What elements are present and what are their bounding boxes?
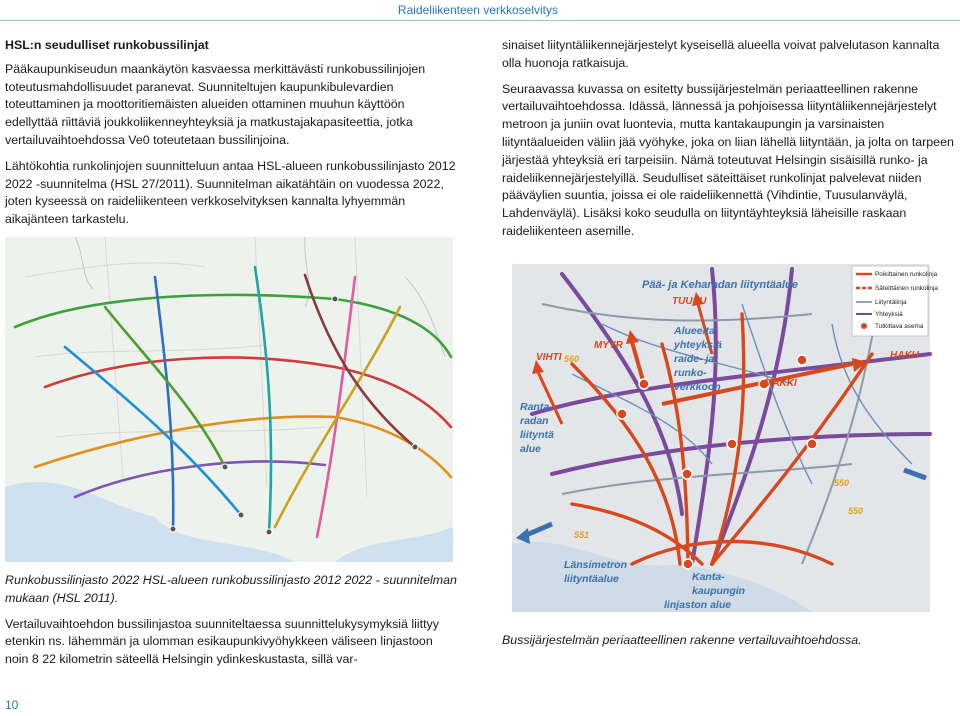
map-label-ranta: liityntä — [520, 429, 554, 441]
left-paragraph-1: Pääkaupunkiseudun maankäytön kasvaessa merkittävästi runkobussilinjojen toteutusmahdollisuudet paranevat. Suunniteltujen kaupunkibulevardien toteuttaminen ja moottoritiemäisten alueiden ottaminen muuhun käyttöön edellyttää riittäviä joukkoliikenneyhteyksiä ja matkustajakapasiteettia, jotka vertailuvaihtoehdossa Ve0 toteutetaan bussilinjoina. — [5, 61, 426, 147]
left-paragraph-3: Vertailuvaihtoehdon bussilinjastoa suunniteltaessa suunnittelukysymyksiä liittyy etenkin ns. lähemmän ja ulomman esikaupunkivyöhykkeen väliseen linjastoon noin 8 22 kilometrin säteellä Helsingin ydinkeskustasta, sillä var- — [5, 616, 439, 667]
left-paragraph-2: Lähtökohtia runkolinjojen suunnitteluun antaa HSL-alueen runkobussilinjasto 2012 2022 -suunnitelma (HSL 27/2011). Suunnitelman aikatähtäin on vuodessa 2022, joten kyseessä on raideliikenteen verkkoselvityksen kannalta lyhyemmän aikajänteen tarkastelu. — [5, 158, 456, 227]
map-label-550: 550 — [834, 478, 850, 488]
right-paragraph-2: Seuraavassa kuvassa on esitetty bussijärjestelmän periaatteellinen rakenne vertailuvaihtoehdossa. Idässä, lännessä ja pohjoisessa liityntäliikennejärjestelyt metroon ja juniin ovat luontevia, mutta kantakaupungin ja varsinaisten liityntäalueiden väliin jää vyöhyke, joka on liian lähellä liityntään, ja jolta on tarpeen järjestää yhteyksiä eri tarpeisiin. Nämä toteutuvat Helsingin sisäisillä runko- ja raideliikennejärjestelyillä. Seudulliset säteittäiset runkolinjat palvelevat niiden pääväylien suuntia, joissa ei ole raideliikennettä (Vihdintie, Tuusulanväylä, Lahdenväylä). Lisäksi koko seudulla on liityntäyhteyksiä läheisille raskaan raideliikenteen asemille. — [502, 81, 954, 238]
map-label-ranta: radan — [520, 415, 549, 427]
page-number: 10 — [5, 698, 19, 712]
page-header — [0, 0, 960, 22]
map-label-haku: HAKU — [890, 350, 919, 361]
map-label-kanta: Kanta- — [692, 571, 725, 583]
legend-item: Poikittainen runkolinja — [875, 271, 938, 278]
legend-item: Yhteyksiä — [875, 311, 903, 318]
map-label-alue: raide- ja — [674, 353, 715, 365]
map-label-alue: verkkoon — [674, 381, 721, 393]
map-label-tuusu: TUUSU — [672, 296, 707, 307]
bus-system-structure-map — [512, 264, 938, 612]
legend-item: Liityntälinja — [875, 299, 907, 306]
left-lower-block — [5, 572, 457, 677]
map-label-alue: runko- — [674, 367, 707, 379]
header-title: Raideliikenteen verkkoselvitys — [397, 3, 558, 17]
map-label-550: 550 — [848, 506, 864, 516]
right-column — [502, 37, 954, 249]
map-label-vihti: VIHTI — [536, 352, 562, 363]
left-figure-caption: Runkobussilinjasto 2022 HSL-alueen runkobussilinjasto 2012 2022 - suunnitelman mukaan (HSL 2011). — [5, 573, 457, 605]
map-label-ranta: alue — [520, 443, 542, 455]
legend-item: Tutkittava asema — [875, 323, 924, 330]
trunk-bus-network-map — [5, 237, 453, 562]
legend-item: Säteittäinen runkolinja — [875, 285, 938, 292]
section-heading: HSL:n seudulliset runkobussilinjat — [5, 38, 209, 52]
right-figure-caption: Bussijärjestelmän periaatteellinen rakenne vertailuvaihtoehdossa. — [502, 633, 862, 647]
map-label-paa: Pää- ja Keharadan liityntäalue — [642, 279, 798, 291]
map-label-ranta: Ranta- — [520, 401, 553, 413]
left-column — [5, 37, 457, 237]
map-label-alue: yhteyksiä — [674, 339, 722, 351]
map-label-560: 560 — [564, 354, 580, 364]
map-label-kanta: kaupungin — [692, 585, 746, 597]
header-rule — [0, 20, 960, 21]
map-label-kanta: linjaston alue — [664, 599, 732, 611]
map-label-lans: Länsimetron — [564, 559, 628, 571]
right-figure-caption-block — [502, 632, 954, 658]
right-paragraph-1: sinaiset liityntäliikennejärjestelyt kyseisellä alueella voivat palvelutason kannalta olla huonoja ratkaisuja. — [502, 38, 940, 70]
map-label-makki: MAKKI — [764, 378, 797, 389]
map-label-alue: Alueelta — [674, 325, 715, 337]
map-label-551: 551 — [574, 530, 590, 540]
map-label-lans: liityntäalue — [564, 573, 619, 585]
map-label-myyr: MYYR — [594, 340, 623, 351]
